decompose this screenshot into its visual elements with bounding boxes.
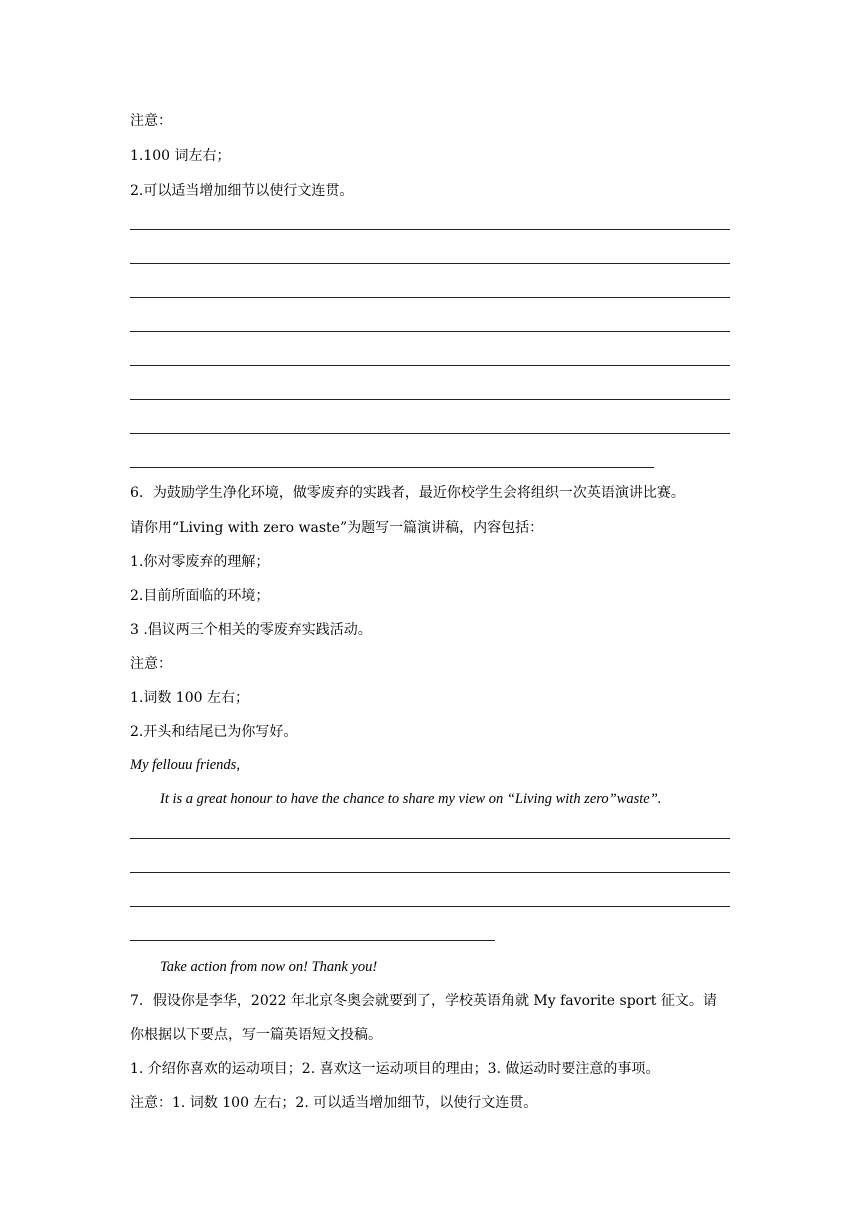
s5-note-2: 2.可以适当增加细节以使行文连贯。: [130, 183, 354, 199]
answer-line[interactable]: [130, 433, 730, 434]
s6-point-1: 1.你对零废弃的理解；: [130, 554, 270, 570]
s6-prompt-line-2: 请你用“Living with zero waste”为题写一篇演讲稿，内容包括：: [130, 520, 544, 536]
s5-note-1: 1.100 词左右；: [130, 148, 231, 164]
s6-note-1: 1.词数 100 左右；: [130, 690, 249, 706]
s7-points: 1. 介绍你喜欢的运动项目；2. 喜欢这一运动项目的理由；3. 做运动时要注意的事项。: [130, 1061, 660, 1077]
s6-point-3: 3 .倡议两三个相关的零废弃实践活动。: [130, 622, 372, 638]
s6-opening: It is a great honour to have the chance to share my view on “Living with zero”waste”.: [160, 791, 662, 807]
answer-line[interactable]: [130, 872, 730, 873]
s6-point-2: 2.目前所面临的环境；: [130, 588, 270, 604]
answer-line[interactable]: [130, 229, 730, 230]
answer-line[interactable]: [130, 263, 730, 264]
s7-prompt-line-2: 你根据以下要点，写一篇英语短文投稿。: [130, 1027, 382, 1043]
s6-note-2: 2.开头和结尾已为你写好。: [130, 724, 298, 740]
answer-line[interactable]: [130, 365, 730, 366]
s6-note-label: 注意：: [130, 656, 172, 672]
answer-line[interactable]: [130, 399, 730, 400]
s7-notes: 注意：1. 词数 100 左右；2. 可以适当增加细节，以使行文连贯。: [130, 1095, 538, 1111]
s6-closing: Take action from now on! Thank you!: [160, 959, 378, 975]
answer-line[interactable]: [130, 331, 730, 332]
s7-prompt-line-1: 7．假设你是李华，2022 年北京冬奥会就要到了，学校英语角就 My favorite sport 征文。请: [130, 993, 717, 1009]
s6-greeting: My fellouu friends,: [130, 757, 240, 773]
s6-prompt-line-1: 6．为鼓励学生净化环境，做零废弃的实践者，最近你校学生会将组织一次英语演讲比赛。: [130, 485, 685, 501]
answer-line[interactable]: [130, 906, 730, 907]
answer-line[interactable]: [130, 467, 654, 468]
answer-line[interactable]: [130, 297, 730, 298]
s5-note-label: 注意：: [130, 113, 172, 129]
answer-line[interactable]: [130, 940, 495, 941]
answer-line[interactable]: [130, 838, 730, 839]
